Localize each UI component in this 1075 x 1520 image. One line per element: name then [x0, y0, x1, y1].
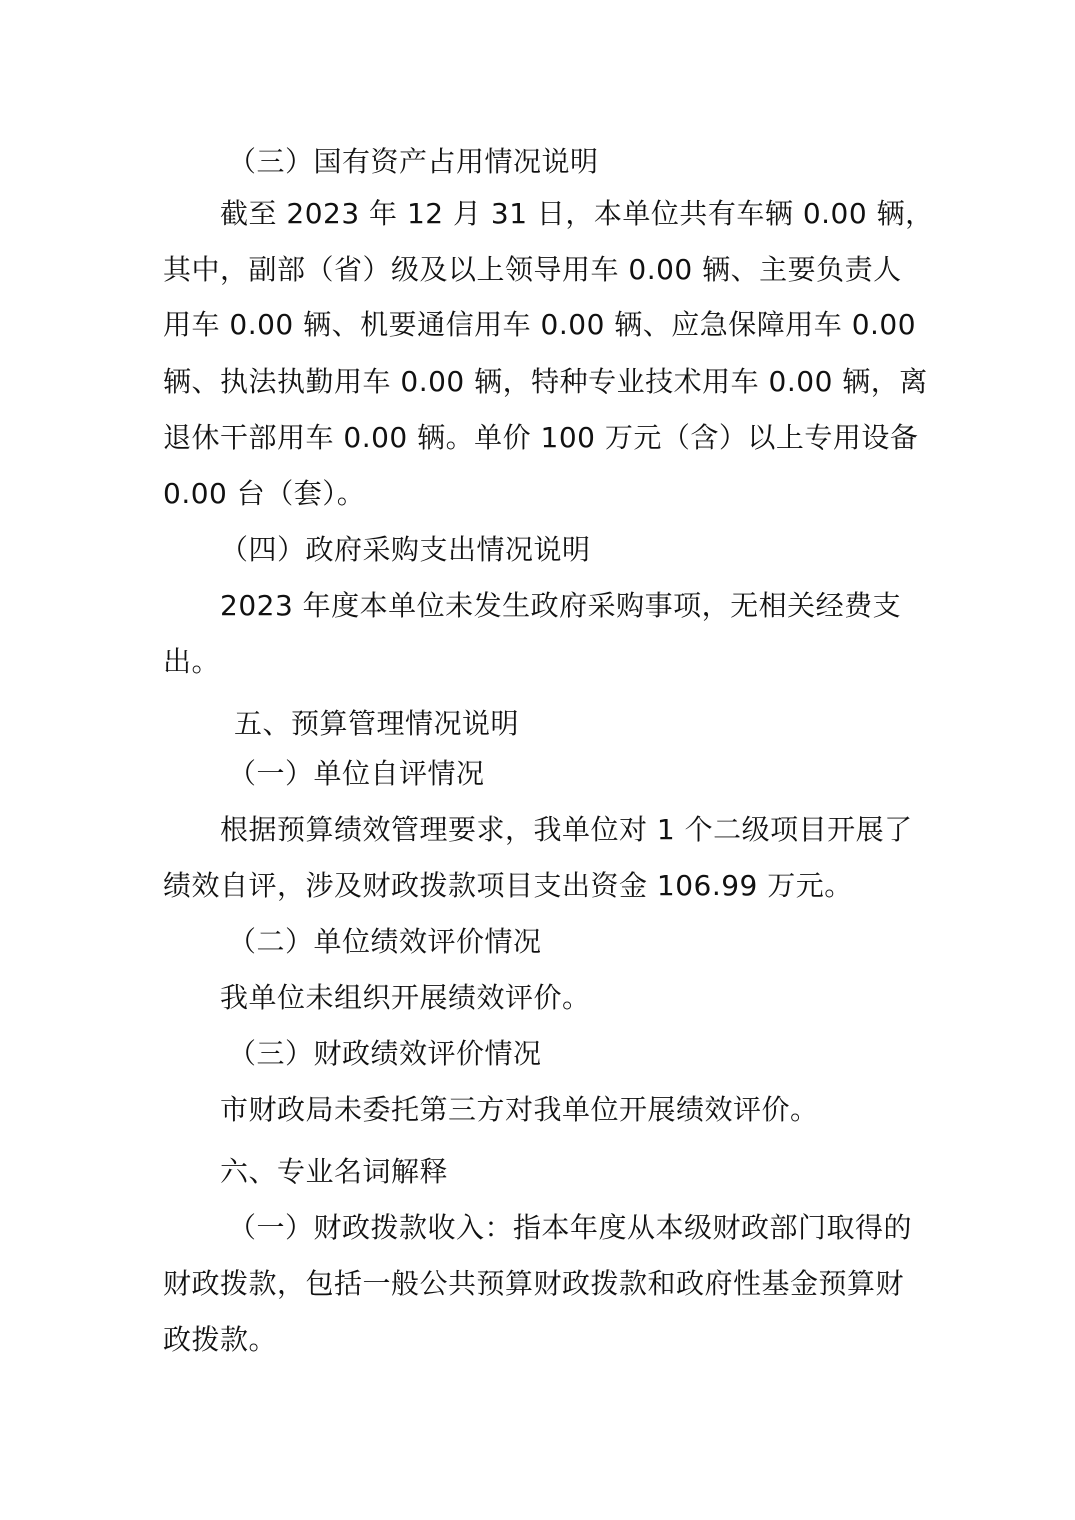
- paragraph-line: 政拨款。: [163, 1323, 278, 1356]
- paragraph-line: 根据预算绩效管理要求，我单位对 1 个二级项目开展了: [220, 813, 913, 846]
- subsection-heading-fiscal-evaluation: （三）财政绩效评价情况: [228, 1037, 542, 1070]
- paragraph-line: 我单位未组织开展绩效评价。: [220, 981, 591, 1014]
- paragraph-line: 绩效自评，涉及财政拨款项目支出资金 106.99 万元。: [163, 869, 853, 902]
- paragraph-line: 市财政局未委托第三方对我单位开展绩效评价。: [220, 1093, 819, 1126]
- subsection-heading-procurement: （四）政府采购支出情况说明: [220, 533, 591, 566]
- subsection-heading-asset-usage: （三）国有资产占用情况说明: [228, 145, 599, 178]
- paragraph-line: 用车 0.00 辆、机要通信用车 0.00 辆、应急保障用车 0.00: [163, 308, 917, 341]
- section-heading-glossary: 六、专业名词解释: [220, 1155, 449, 1188]
- subsection-heading-unit-evaluation: （二）单位绩效评价情况: [228, 925, 542, 958]
- subsection-heading-self-evaluation: （一）单位自评情况: [228, 757, 485, 790]
- paragraph-line: 出。: [163, 645, 221, 678]
- section-heading-budget-management: 五、预算管理情况说明: [234, 707, 520, 740]
- paragraph-line: 2023 年度本单位未发生政府采购事项，无相关经费支: [220, 589, 902, 622]
- paragraph-line: （一）财政拨款收入：指本年度从本级财政部门取得的: [228, 1211, 913, 1244]
- paragraph-line: 0.00 台（套）。: [163, 477, 366, 510]
- paragraph-line: 财政拨款，包括一般公共预算财政拨款和政府性基金预算财: [163, 1267, 905, 1300]
- paragraph-line: 截至 2023 年 12 月 31 日，本单位共有车辆 0.00 辆，: [220, 197, 934, 230]
- paragraph-line: 辆、执法执勤用车 0.00 辆，特种专业技术用车 0.00 辆，离: [163, 365, 928, 398]
- paragraph-line: 其中，副部（省）级及以上领导用车 0.00 辆、主要负责人: [163, 253, 902, 286]
- paragraph-line: 退休干部用车 0.00 辆。单价 100 万元（含）以上专用设备: [163, 421, 919, 454]
